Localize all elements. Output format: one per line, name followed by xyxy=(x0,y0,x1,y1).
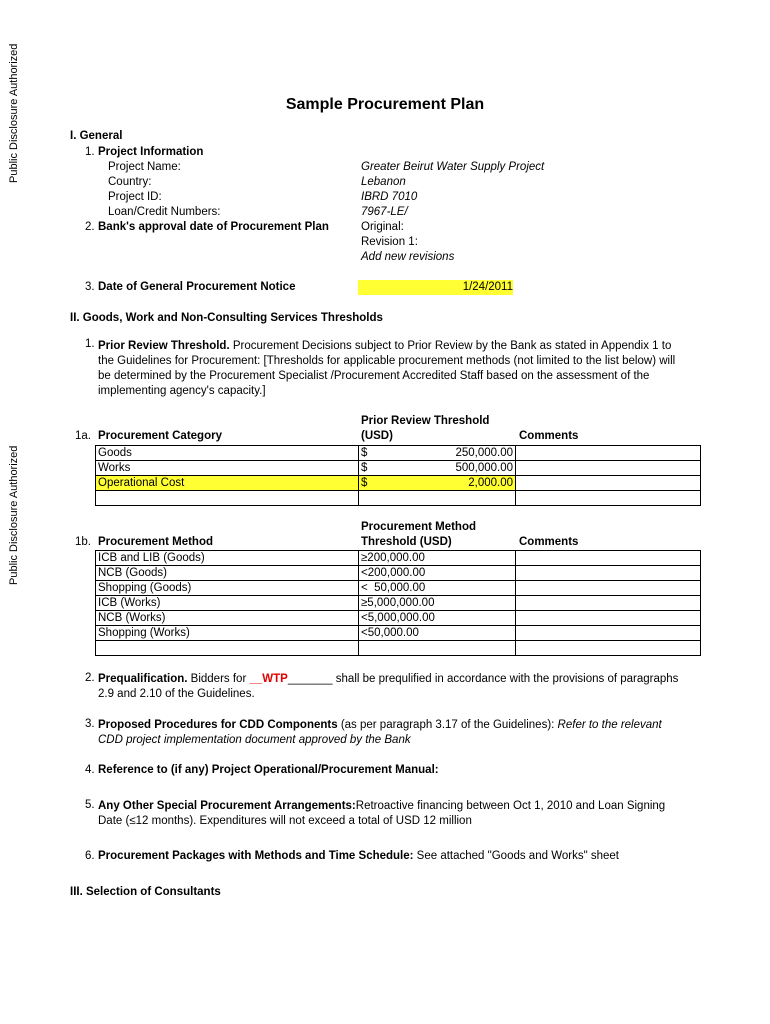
section-consultants-heading: III. Selection of Consultants xyxy=(70,886,221,898)
label-country: Country: xyxy=(108,176,152,188)
label-project-id: Project ID: xyxy=(108,191,162,203)
t1-amount: 250,000.00 xyxy=(455,447,513,459)
t1-amount: 2,000.00 xyxy=(468,477,513,489)
t1-col3-header: Comments xyxy=(519,430,579,442)
t1-amount-cell xyxy=(359,461,516,476)
p5-bold: Any Other Special Procurement Arrangements: xyxy=(98,800,356,812)
approval-original: Original: xyxy=(361,221,404,233)
p2-line2: 2.9 and 2.10 of the Guidelines. xyxy=(98,688,255,700)
p1-bold: Prior Review Threshold. xyxy=(98,340,230,352)
p5-line2: Date (≤12 months). Expenditures will not exceed a total of USD 12 million xyxy=(98,815,472,827)
value-project-name: Greater Beirut Water Supply Project xyxy=(361,161,545,173)
item3-number: 3. xyxy=(85,281,95,293)
value-loan-numbers: 7967-LE/ xyxy=(361,206,408,218)
t1-currency: $ xyxy=(361,477,368,489)
p2-paragraph xyxy=(98,672,678,702)
table-row xyxy=(96,566,701,581)
t2-empty xyxy=(96,641,359,656)
p3-italic1: Refer to the relevant xyxy=(557,719,662,731)
t2-method: NCB (Works) xyxy=(96,611,359,626)
p2-bold: Prequalification. xyxy=(98,673,188,685)
t1-category: Operational Cost xyxy=(96,476,359,491)
p2-text-a: Bidders for xyxy=(187,673,250,685)
t2-col1-header: Procurement Method xyxy=(98,536,214,548)
t1-comment xyxy=(516,446,701,461)
approval-revision: Revision 1: xyxy=(361,236,418,248)
t1-col2-header-line2: (USD) xyxy=(361,430,393,442)
gpn-date-cell: 1/24/2011 xyxy=(358,280,513,295)
t1-category: Goods xyxy=(96,446,359,461)
p1-line2: the Guidelines for Procurement: [Thresholds for applicable procurement methods (not limited to the list below) will xyxy=(98,355,676,367)
p1-line3: be determined by the Procurement Specialist /Procurement Accredited Staff based on the assessment of the xyxy=(98,370,650,382)
t1-currency: $ xyxy=(361,447,368,459)
p1-line4: implementing agency's capacity.] xyxy=(98,385,266,397)
t2-comment xyxy=(516,581,701,596)
t2-threshold: <5,000,000.00 xyxy=(359,611,516,626)
t1-amount-cell xyxy=(359,446,516,461)
t1-amount: 500,000.00 xyxy=(455,462,513,474)
table-row xyxy=(96,641,701,656)
table-row xyxy=(96,551,701,566)
p5-number: 5. xyxy=(85,799,95,811)
t2-empty xyxy=(359,641,516,656)
t2-comment xyxy=(516,626,701,641)
t1-col1-header: Procurement Category xyxy=(98,430,222,442)
table-row xyxy=(96,611,701,626)
t1-comment xyxy=(516,476,701,491)
item3-title: Date of General Procurement Notice xyxy=(98,281,296,293)
p4-bold: Reference to (if any) Project Operational/Procurement Manual: xyxy=(98,764,439,776)
t2-method: ICB and LIB (Goods) xyxy=(96,551,359,566)
item1-title: Project Information xyxy=(98,146,204,158)
p6-number: 6. xyxy=(85,850,95,862)
t2-threshold: <50,000.00 xyxy=(359,626,516,641)
approval-add-revisions: Add new revisions xyxy=(361,251,455,263)
t2-comment xyxy=(516,566,701,581)
p6-text-a: See attached "Goods and Works" sheet xyxy=(413,850,619,862)
prior-review-table xyxy=(95,445,701,506)
t2-threshold: ≥200,000.00 xyxy=(359,551,516,566)
p6-paragraph xyxy=(98,850,619,862)
item2-number: 2. xyxy=(85,221,95,233)
p1-number: 1. xyxy=(85,338,95,350)
table-row xyxy=(96,491,701,506)
label-loan-numbers: Loan/Credit Numbers: xyxy=(108,206,221,218)
t2-threshold: < 50,000.00 xyxy=(359,581,516,596)
t1-empty xyxy=(516,491,701,506)
p3-bold: Proposed Procedures for CDD Components xyxy=(98,719,338,731)
t2-threshold: <200,000.00 xyxy=(359,566,516,581)
p3-text-a: (as per paragraph 3.17 of the Guidelines): xyxy=(337,719,558,731)
table-row xyxy=(96,581,701,596)
section-thresholds-heading: II. Goods, Work and Non-Consulting Services Thresholds xyxy=(70,312,383,324)
value-country: Lebanon xyxy=(361,176,406,188)
t2-threshold: ≥5,000,000.00 xyxy=(359,596,516,611)
p1-paragraph xyxy=(98,339,698,399)
t2-method: NCB (Goods) xyxy=(96,566,359,581)
p1-line1: Procurement Decisions subject to Prior Review by the Bank as stated in Appendix 1 to xyxy=(229,340,672,352)
t2-col2-header-line1: Procurement Method xyxy=(361,521,477,533)
t1-comment xyxy=(516,461,701,476)
section-general-heading: I. General xyxy=(70,130,123,142)
table-row xyxy=(96,446,701,461)
t2-empty xyxy=(516,641,701,656)
p2-text-b: _______ shall be prequlified in accordance with the provisions of paragraphs xyxy=(287,673,679,685)
table-row xyxy=(96,461,701,476)
t2-col2-header-line2: Threshold (USD) xyxy=(361,536,452,548)
t1-empty xyxy=(359,491,516,506)
t2-method: Shopping (Goods) xyxy=(96,581,359,596)
procurement-method-table xyxy=(95,550,701,656)
p2-wtp: __WTP xyxy=(249,673,288,685)
t2-comment xyxy=(516,596,701,611)
p3-italic2: CDD project implementation document approved by the Bank xyxy=(98,734,411,746)
watermark-top: Public Disclosure Authorized xyxy=(8,43,20,183)
value-project-id: IBRD 7010 xyxy=(361,191,418,203)
page-title: Sample Procurement Plan xyxy=(285,96,485,113)
p3-paragraph xyxy=(98,718,662,748)
t1-col2-header-line1: Prior Review Threshold xyxy=(361,415,490,427)
item1-number: 1. xyxy=(85,146,95,158)
t1-currency: $ xyxy=(361,462,368,474)
p5-paragraph xyxy=(98,799,665,829)
t2-method: ICB (Works) xyxy=(96,596,359,611)
t1-category: Works xyxy=(96,461,359,476)
p2-number: 2. xyxy=(85,672,95,684)
t1-label: 1a. xyxy=(75,430,91,442)
table-row xyxy=(96,626,701,641)
t1-empty xyxy=(96,491,359,506)
t2-col3-header: Comments xyxy=(519,536,579,548)
t2-method: Shopping (Works) xyxy=(96,626,359,641)
table-row xyxy=(96,476,701,491)
t2-label: 1b. xyxy=(75,536,91,548)
t1-amount-cell xyxy=(359,476,516,491)
p6-bold: Procurement Packages with Methods and Time Schedule: xyxy=(98,850,414,862)
p5-text-a: Retroactive financing between Oct 1, 2010 and Loan Signing xyxy=(355,800,666,812)
t2-comment xyxy=(516,611,701,626)
p4-number: 4. xyxy=(85,764,95,776)
t2-comment xyxy=(516,551,701,566)
label-project-name: Project Name: xyxy=(108,161,181,173)
table-row xyxy=(96,596,701,611)
p3-number: 3. xyxy=(85,718,95,730)
watermark-middle: Public Disclosure Authorized xyxy=(8,445,20,585)
item2-title: Bank's approval date of Procurement Plan xyxy=(98,221,329,233)
